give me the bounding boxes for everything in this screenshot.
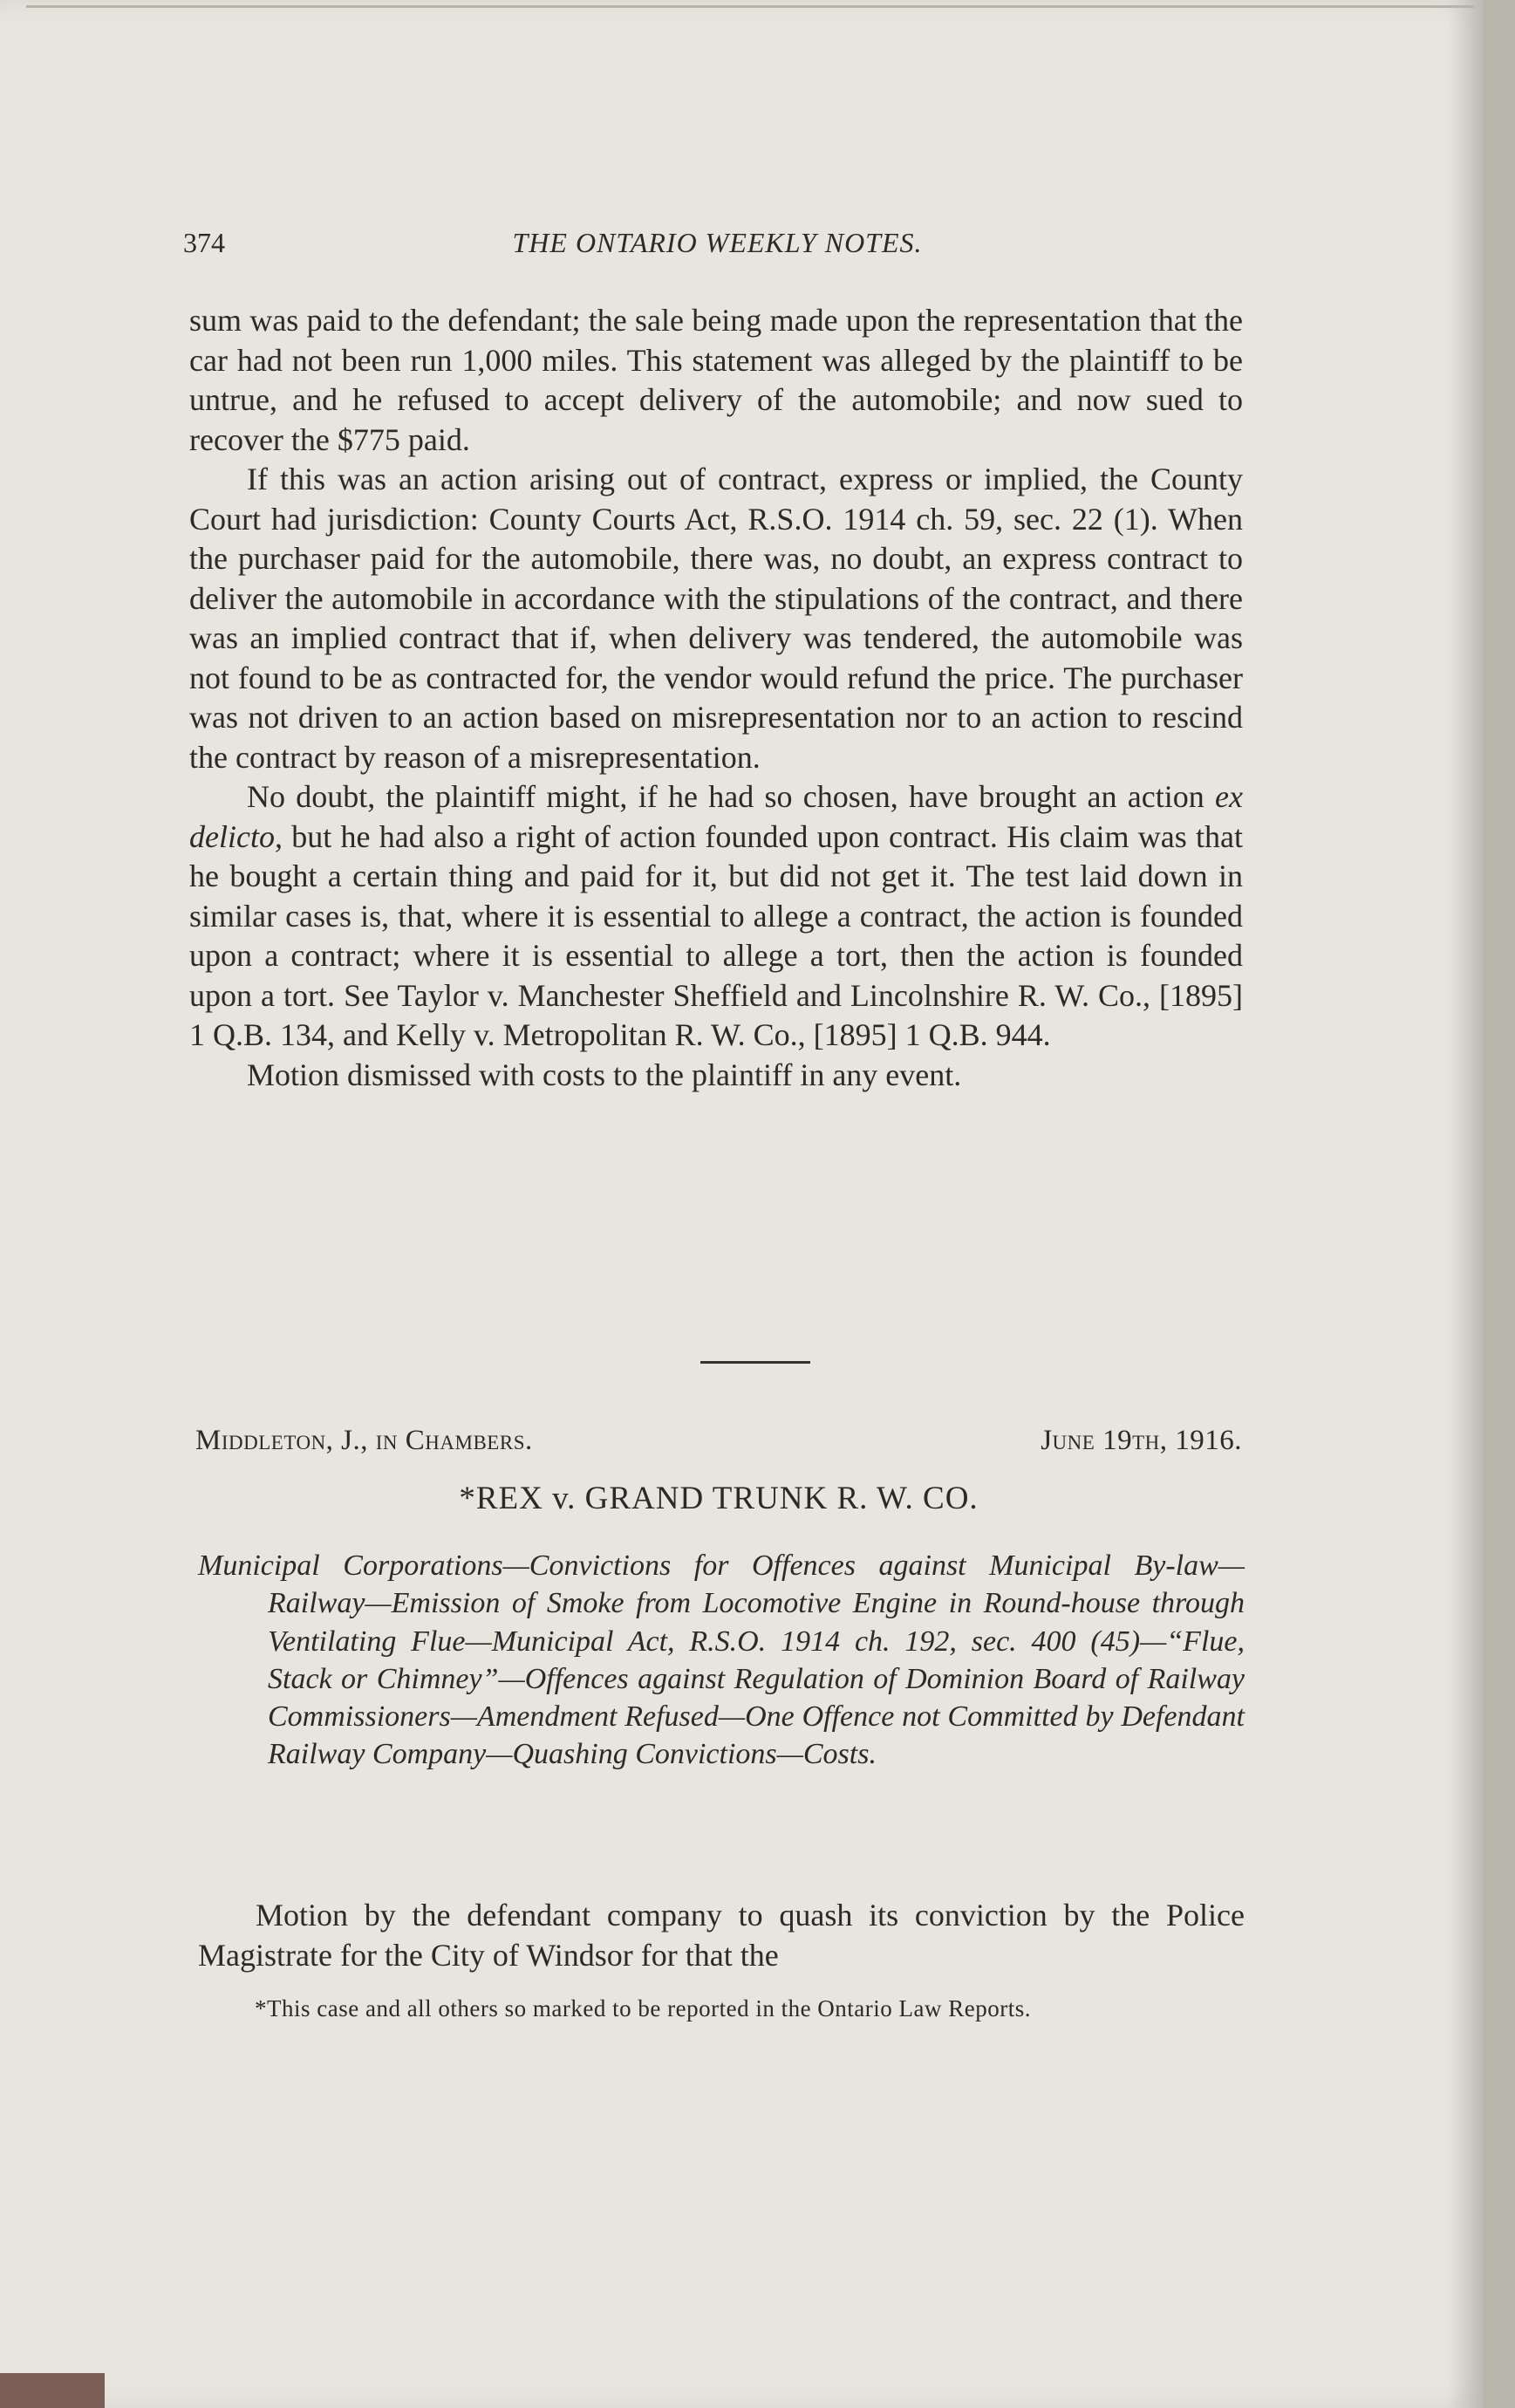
paragraph-3	[189, 777, 1243, 1056]
headnote: Municipal Corporations—Convictions for Offences against Municipal By-law—Railway—Emission of Smoke from Locomotive Engine in Round-house through Ventilating Flue—Municipal Act, R.S.O. 1914 ch. 192, sec. 400 (45)—“Flue, Stack or Chimney”—Offences against Regulation of Dominion Board of Railway Commissioners—Amendment Refused—One Offence not Committed by Defendant Railway Company—Quashing Convictions—Costs.	[198, 1549, 1245, 1771]
decision-date: June 19th, 1916.	[1041, 1425, 1242, 1456]
footnote: *This case and all others so marked to be reported in the Ontario Law Reports.	[255, 1995, 1032, 2021]
paragraph-3-text-a: No doubt, the plaintiff might, if he had so chosen, have brought an action	[247, 779, 1216, 814]
cover-corner	[0, 2373, 105, 2408]
page-top-edge	[26, 5, 1474, 8]
page-number: 374	[183, 227, 225, 258]
paragraph-3-italic: ex delicto,	[189, 779, 1243, 854]
body-text	[189, 301, 1243, 1095]
judge-chambers: Middleton, J., in Chambers.	[195, 1425, 533, 1456]
paragraph-2: If this was an action arising out of contract, express or implied, the County Court had jurisdiction: County Courts Act, R.S.O. 1914 ch. 59, sec. 22 (1). When the purchaser paid for the automobile, there was, no doubt, an express contract to deliver the automobile in accordance with the stipulations of the contract, and there was an implied contract that if, when delivery was tendered, the automobile was not found to be as contracted for, the vendor would refund the price. The purchaser was not driven to an action based on misrepresentation nor to an action to rescind the contract by reason of a misrepresentation.	[189, 462, 1243, 775]
running-head	[183, 225, 1252, 260]
case-title: *REX v. GRAND TRUNK R. W. CO.	[459, 1481, 979, 1516]
journal-title: THE ONTARIO WEEKLY NOTES.	[512, 227, 923, 258]
section-divider	[700, 1361, 810, 1364]
disposition: Motion dismissed with costs to the plaintiff in any event.	[247, 1057, 962, 1092]
motion-paragraph: Motion by the defendant company to quash its conviction by the Police Magistrate for the City of Windsor for that the	[198, 1898, 1245, 1973]
motion-block	[198, 1896, 1245, 1975]
paragraph-1: sum was paid to the defendant; the sale being made upon the representation that the car had not been run 1,000 miles. This statement was alleged by the plaintiff to be untrue, and he refused to accept delivery of the automobile; and now sued to recover the $775 paid.	[189, 303, 1243, 457]
page-edge-shadow	[1448, 0, 1483, 2408]
paragraph-3-text-b: but he had also a right of action founded upon contract. His claim was that he bought a certain thing and paid for it, but did not get it. The test laid down in similar cases is, that, where it is essential to allege a contract, the action is founded upon a contract; where it is essential to allege a tort, then the action is founded upon a tort. See Taylor v. Manchester Sheffield and Lincolnshire R. W. Co., [1895] 1 Q.B. 134, and Kelly v. Metropolitan R. W. Co., [1895] 1 Q.B. 944.	[189, 818, 1243, 1052]
page-edge	[1483, 0, 1515, 2408]
